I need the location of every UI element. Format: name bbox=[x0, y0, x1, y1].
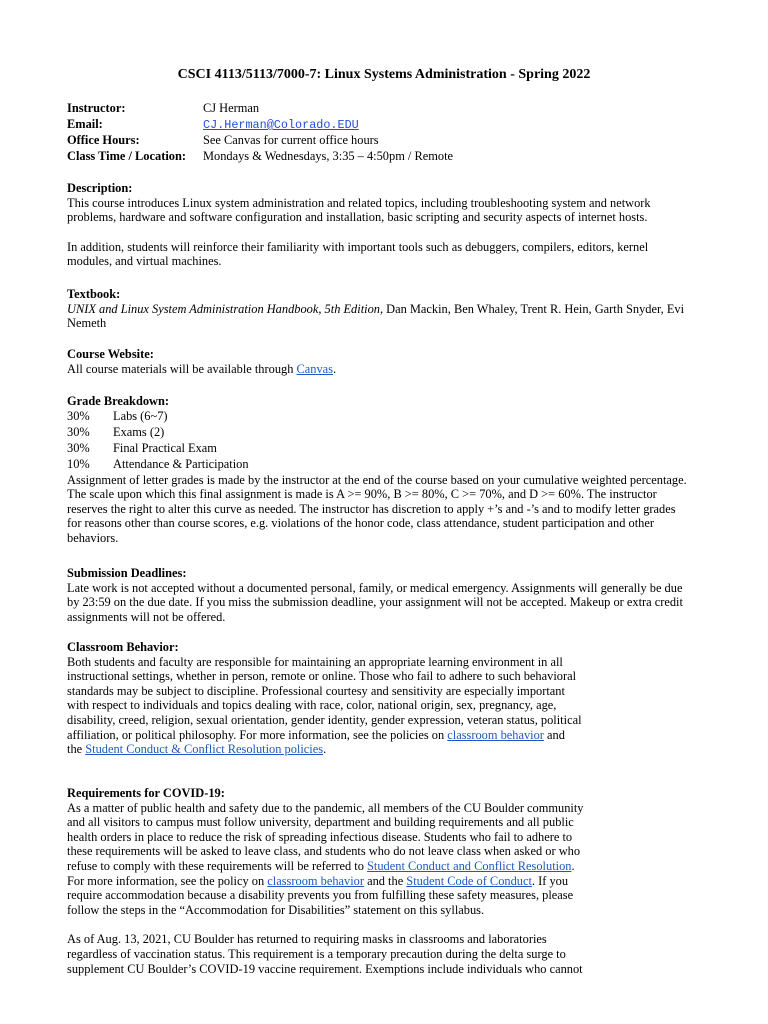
behavior-text: the bbox=[67, 742, 86, 757]
grade-row bbox=[67, 409, 707, 425]
covid-text: . bbox=[571, 858, 575, 873]
grade-label: Final Practical Exam bbox=[113, 440, 217, 455]
description-line: modules, and virtual machines. bbox=[67, 254, 222, 269]
textbook-section bbox=[67, 287, 707, 331]
deadlines-line: by 23:59 on the due date. If you miss the submission deadline, your assignment will not be accepted. Makeup or extra credit bbox=[67, 595, 683, 610]
office-hours-value: See Canvas for current office hours bbox=[203, 133, 379, 147]
grade-label: Labs (6~7) bbox=[113, 408, 168, 423]
covid-line: follow the steps in the “Accommodation for Disabilities” statement on this syllabus. bbox=[67, 902, 485, 917]
behavior-line: disability, creed, religion, sexual orientation, gender identity, gender expression, veteran status, political bbox=[67, 712, 582, 727]
grades-heading: Grade Breakdown: bbox=[67, 394, 169, 408]
class-time-label: Class Time / Location: bbox=[67, 149, 186, 163]
grade-row bbox=[67, 457, 707, 473]
student-code-of-conduct-link[interactable]: Student Code of Conduct bbox=[406, 873, 532, 888]
email-link[interactable]: CJ.Herman@Colorado.EDU bbox=[203, 118, 359, 132]
description-line: This course introduces Linux system administration and related topics, including troubleshooting system and network bbox=[67, 195, 651, 210]
covid-text: refuse to comply with these requirements will be referred to bbox=[67, 858, 368, 873]
instructor-value: CJ Herman bbox=[203, 101, 260, 115]
student-conduct-policies-link[interactable]: Student Conduct & Conflict Resolution policies bbox=[85, 742, 324, 757]
description-section bbox=[67, 181, 707, 269]
grade-label: Attendance & Participation bbox=[113, 456, 249, 471]
behavior-heading: Classroom Behavior: bbox=[67, 640, 179, 654]
covid-line bbox=[67, 874, 597, 889]
deadlines-heading: Submission Deadlines: bbox=[67, 566, 187, 580]
grade-label: Exams (2) bbox=[113, 424, 165, 439]
grades-para-line: for reasons other than course scores, e.g. violations of the honor code, class attendance, student participation and other bbox=[67, 516, 654, 531]
website-end: . bbox=[332, 361, 337, 376]
behavior-text: . bbox=[323, 742, 327, 757]
covid-section bbox=[67, 786, 597, 976]
covid-line: and all visitors to campus must follow university, department and building requirements and all public bbox=[67, 815, 574, 830]
textbook-title: UNIX and Linux System Administration Handbook, 5th Edition bbox=[67, 301, 380, 316]
covid-heading: Requirements for COVID-19: bbox=[67, 786, 225, 800]
email-row bbox=[67, 117, 453, 133]
behavior-line bbox=[67, 742, 595, 757]
covid-line bbox=[67, 859, 597, 874]
page-title: CSCI 4113/5113/7000-7: Linux Systems Administration - Spring 2022 bbox=[177, 67, 591, 82]
website-line bbox=[67, 362, 707, 377]
covid-text: and the bbox=[363, 873, 407, 888]
grade-row bbox=[67, 425, 707, 441]
behavior-section bbox=[67, 640, 595, 757]
covid-line: As a matter of public health and safety due to the pandemic, all members of the CU Boulder community bbox=[67, 800, 584, 815]
grades-para-line: behaviors. bbox=[67, 530, 119, 545]
covid-line: these requirements will be asked to leave class, and students who do not leave class when asked or who bbox=[67, 844, 581, 859]
grades-section bbox=[67, 394, 707, 546]
course-info bbox=[67, 101, 453, 165]
student-conduct-resolution-link[interactable]: Student Conduct and Conflict Resolution bbox=[367, 858, 572, 873]
canvas-link[interactable]: Canvas bbox=[296, 361, 333, 376]
behavior-line: instructional settings, whether in person, remote or online. Those who fail to adhere to such behavioral bbox=[67, 669, 577, 684]
behavior-text: and bbox=[543, 727, 565, 742]
deadlines-line: assignments will not be offered. bbox=[67, 609, 226, 624]
classroom-behavior-policy-link[interactable]: classroom behavior bbox=[267, 873, 364, 888]
behavior-line bbox=[67, 728, 595, 743]
behavior-line: standards may be subject to discipline. Professional courtesy and sensitivity are especially important bbox=[67, 683, 565, 698]
grades-para-line: reserves the right to alter this curve as needed. The instructor has discretion to apply +’s and -’s and to modify letter grades bbox=[67, 501, 676, 516]
textbook-authors-cont: Nemeth bbox=[67, 316, 107, 331]
covid-text: . If you bbox=[531, 873, 569, 888]
textbook-line bbox=[67, 302, 707, 317]
behavior-line: Both students and faculty are responsible for maintaining an appropriate learning environment in all bbox=[67, 654, 563, 669]
textbook-authors: , Dan Mackin, Ben Whaley, Trent R. Hein, Garth Snyder, Evi bbox=[379, 301, 685, 316]
covid-line: health orders in place to reduce the risk of spreading infectious disease. Students who fail to adhere to bbox=[67, 829, 573, 844]
grade-pct: 10% bbox=[67, 456, 90, 471]
email-label: Email: bbox=[67, 117, 103, 131]
website-section bbox=[67, 347, 707, 376]
grade-pct: 30% bbox=[67, 440, 90, 455]
description-heading: Description: bbox=[67, 181, 133, 195]
office-hours-label: Office Hours: bbox=[67, 133, 140, 147]
covid-line: regardless of vaccination status. This requirement is a temporary precaution during the delta surge to bbox=[67, 946, 566, 961]
grade-pct: 30% bbox=[67, 424, 90, 439]
behavior-line: with respect to individuals and topics dealing with race, color, national origin, sex, pregnancy, age, bbox=[67, 698, 557, 713]
covid-line: require accommodation because a disability prevents you from fulfilling these safety measures, please bbox=[67, 888, 574, 903]
grades-para-line: The scale upon which this final assignment is made is A >= 90%, B >= 80%, C >= 70%, and D >= 60%. The instructor bbox=[67, 487, 657, 502]
website-heading: Course Website: bbox=[67, 347, 154, 361]
class-time-row bbox=[67, 149, 453, 165]
covid-line: supplement CU Boulder’s COVID-19 vaccine requirement. Exemptions include individuals who cannot bbox=[67, 961, 583, 976]
class-time-value: Mondays & Wednesdays, 3:35 – 4:50pm / Remote bbox=[203, 149, 454, 163]
covid-line: As of Aug. 13, 2021, CU Boulder has returned to requiring masks in classrooms and laboratories bbox=[67, 932, 547, 947]
grade-pct: 30% bbox=[67, 408, 90, 423]
website-text: All course materials will be available through bbox=[67, 361, 297, 376]
classroom-behavior-link[interactable]: classroom behavior bbox=[447, 727, 544, 742]
textbook-heading: Textbook: bbox=[67, 287, 121, 301]
behavior-text: affiliation, or political philosophy. For more information, see the policies on bbox=[67, 727, 448, 742]
description-line: problems, hardware and software configuration and installation, basic scripting and security aspects of internet hosts. bbox=[67, 210, 648, 225]
description-line: In addition, students will reinforce their familiarity with important tools such as debuggers, compilers, editors, kernel bbox=[67, 239, 649, 254]
covid-text: For more information, see the policy on bbox=[67, 873, 268, 888]
deadlines-section bbox=[67, 566, 707, 624]
deadlines-line: Late work is not accepted without a documented personal, family, or medical emergency. Assignments will generally be due bbox=[67, 580, 683, 595]
grade-row bbox=[67, 441, 707, 457]
grades-para-line: Assignment of letter grades is made by the instructor at the end of the course based on your cumulative weighted percentage. bbox=[67, 472, 687, 487]
office-hours-row bbox=[67, 133, 453, 149]
instructor-label: Instructor: bbox=[67, 101, 126, 115]
instructor-row bbox=[67, 101, 453, 117]
